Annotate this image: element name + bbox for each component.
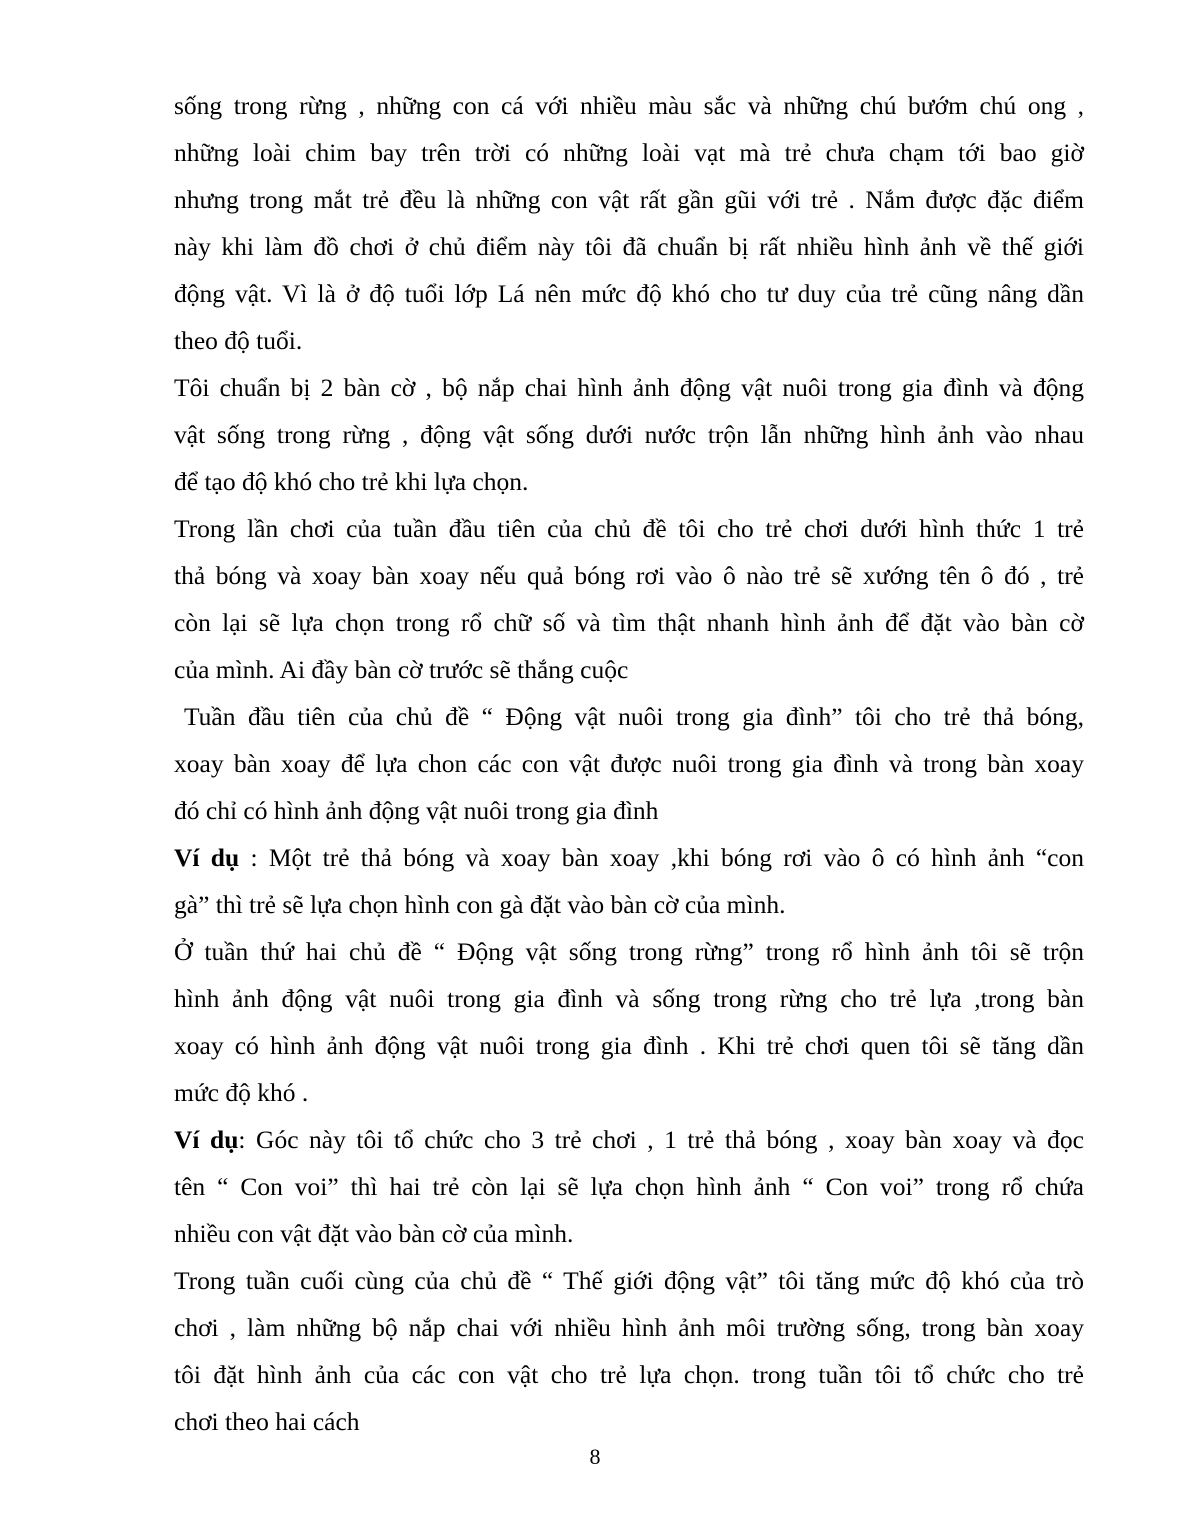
text-line: để tạo độ khó cho trẻ khi lựa chọn. <box>174 467 529 496</box>
text-line: xoay bàn xoay để lựa chon các con vật được nuôi trong gia đình và trong bàn xoay <box>174 749 1084 778</box>
text-line: đó chỉ có hình ảnh động vật nuôi trong gia đình <box>174 796 659 825</box>
text-line: vật sống trong rừng , động vật sống dưới nước trộn lẫn những hình ảnh vào nhau <box>174 420 1084 449</box>
text-line: hình ảnh động vật nuôi trong gia đình và sống trong rừng cho trẻ lựa ,trong bàn <box>174 984 1084 1013</box>
text-line: Tôi chuẩn bị 2 bàn cờ , bộ nắp chai hình ảnh động vật nuôi trong gia đình và động <box>174 373 1084 402</box>
text-line: xoay có hình ảnh động vật nuôi trong gia đình . Khi trẻ chơi quen tôi sẽ tăng dần <box>174 1031 1084 1060</box>
text-line: tôi đặt hình ảnh của các con vật cho trẻ lựa chọn. trong tuần tôi tổ chức cho trẻ <box>174 1360 1084 1389</box>
example-text: : Góc này tôi tổ chức cho 3 trẻ chơi , 1 trẻ thả bóng , xoay bàn xoay và đọc <box>238 1125 1084 1154</box>
text-line: thả bóng và xoay bàn xoay nếu quả bóng rơi vào ô nào trẻ sẽ xướng tên ô đó , trẻ <box>174 561 1084 590</box>
text-line: nhưng trong mắt trẻ đều là những con vật rất gần gũi với trẻ . Nắm được đặc điểm <box>174 185 1084 214</box>
text-line: sống trong rừng , những con cá với nhiều màu sắc và những chú bướm chú ong , <box>174 91 1084 120</box>
text-line: này khi làm đồ chơi ở chủ điểm này tôi đã chuẩn bị rất nhiều hình ảnh về thế giới <box>174 232 1084 261</box>
example-line <box>174 1116 1084 1163</box>
text-line: gà” thì trẻ sẽ lựa chọn hình con gà đặt vào bàn cờ của mình. <box>174 890 786 919</box>
text-line: của mình. Ai đầy bàn cờ trước sẽ thắng cuộc <box>174 655 629 684</box>
text-line: còn lại sẽ lựa chọn trong rổ chữ số và tìm thật nhanh hình ảnh để đặt vào bàn cờ <box>174 608 1084 637</box>
text-line: Tuần đầu tiên của chủ đề “ Động vật nuôi trong gia đình” tôi cho trẻ thả bóng, <box>184 702 1084 731</box>
text-line: nhiều con vật đặt vào bàn cờ của mình. <box>174 1219 574 1248</box>
text-line: động vật. Vì là ở độ tuổi lớp Lá nên mức độ khó cho tư duy của trẻ cũng nâng dần <box>174 279 1084 308</box>
example-label: Ví dụ <box>174 843 240 872</box>
text-line: mức độ khó . <box>174 1078 309 1107</box>
text-line: những loài chim bay trên trời có những loài vạt mà trẻ chưa chạm tới bao giờ <box>174 138 1084 167</box>
example-line <box>174 834 1084 881</box>
text-line: chơi theo hai cách <box>174 1407 360 1436</box>
text-line: theo độ tuổi. <box>174 326 303 355</box>
text-line: Trong tuần cuối cùng của chủ đề “ Thế giới động vật” tôi tăng mức độ khó của trò <box>174 1266 1084 1295</box>
text-line: Trong lần chơi của tuần đầu tiên của chủ đề tôi cho trẻ chơi dưới hình thức 1 trẻ <box>174 514 1084 543</box>
example-label: Ví dụ <box>174 1125 239 1154</box>
page-number: 8 <box>589 1444 601 1469</box>
text-line: Ở tuần thứ hai chủ đề “ Động vật sống trong rừng” trong rổ hình ảnh tôi sẽ trộn <box>174 937 1084 966</box>
text-line: chơi , làm những bộ nắp chai với nhiều hình ảnh môi trường sống, trong bàn xoay <box>174 1313 1084 1342</box>
text-line: tên “ Con voi” thì hai trẻ còn lại sẽ lựa chọn hình ảnh “ Con voi” trong rổ chứa <box>174 1172 1084 1201</box>
body-text <box>174 82 1084 1445</box>
example-text: : Một trẻ thả bóng và xoay bàn xoay ,khi bóng rơi vào ô có hình ảnh “con <box>239 843 1084 872</box>
